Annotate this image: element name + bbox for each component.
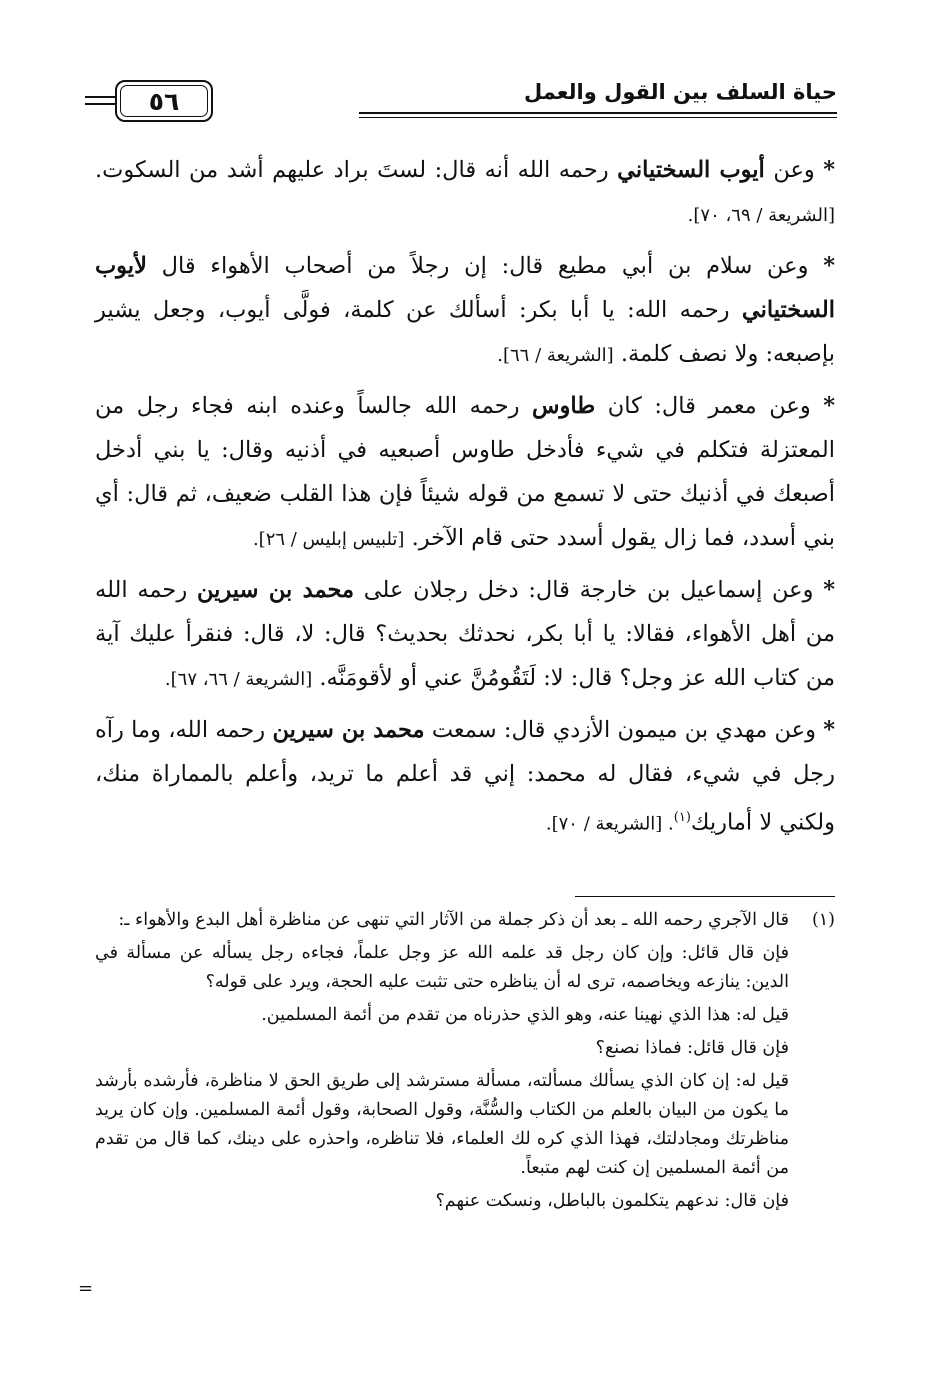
citation: [الشريعة / ٦٦]. [497, 345, 614, 366]
footnote-intro [95, 906, 835, 935]
paragraph [95, 568, 835, 702]
footnote-line: فإن قال: ندعهم يتكلمون بالباطل، ونسكت عنهم؟ [435, 1191, 789, 1211]
continuation-mark: = [78, 1278, 94, 1299]
footnote-line: قيل له: إن كان الذي يسألك مسألته، مسألة مسترشد إلى طريق الحق لا مناظرة، فأرشده بأرشد ما يكون من البيان بالعلم من الكتاب والسُّنَّة، وقول الصحابة، وقول أئمة المسلمين. وإن كان يريد مناظرتك ومجادلتك، فهذا الذي كره لك العلماء، فلا تناظره، واحذره على دينك، كما قال من تقدم من أئمة المسلمين إن كنت لهم متبعاً. [95, 1071, 789, 1178]
emphasized-name: محمد بن سيرين [196, 577, 355, 603]
footnote-separator [575, 896, 835, 897]
footnote-number: (١) [811, 910, 835, 930]
text: وعن إسماعيل بن خارجة قال: دخل رجلان على [363, 577, 814, 603]
bullet-star: * [823, 393, 836, 419]
text: رحمه الله، وما رآه رجل في شيء، فقال له محمد: إني قد أعلم ما تريد، وأعلم بالمماراة منك، ولكني لا أماريك [95, 717, 835, 836]
text: وعن [773, 157, 815, 183]
citation: . [الشريعة / ٧٠]. [545, 813, 674, 835]
text: وعن مهدي بن ميمون الأزدي قال: سمعت [431, 717, 816, 743]
text: رحمه الله جالساً وعنده ابنه فجاء رجل من المعتزلة فتكلم في شيء فأدخل طاوس أصبعيه في أذنيه وقال: يا بني أدخل أصبعك في أذنيك حتى لا تسمع من قوله شيئاً فإن هذا القلب ضعيف، ثم قال: أي بني أسدد، فما زال يقول أسدد حتى قام الآخر. [95, 393, 835, 551]
emphasized-name: أيوب السختياني [617, 157, 765, 183]
bullet-star: * [823, 717, 835, 743]
page-number: ٥٦ [148, 86, 180, 116]
header-rule [359, 112, 837, 114]
emphasized-name: محمد بن سيرين [272, 717, 425, 743]
emphasized-name: طاوس [532, 393, 596, 419]
bullet-star: * [823, 253, 836, 279]
footnotes [95, 906, 835, 1220]
main-text [95, 148, 835, 853]
header-rule-thin [359, 117, 837, 118]
emphasized-name: لأيوب السختياني [95, 253, 835, 323]
text: رحمه الله أنه قال: لستَ براد عليهم أشد من السكوت. [95, 157, 609, 183]
paragraph [95, 148, 835, 238]
bullet-star: * [823, 157, 836, 183]
paragraph [95, 244, 835, 378]
footnote-line: قيل له: هذا الذي نهينا عنه، وهو الذي حذرناه من تقدم من أئمة المسلمين. [261, 1005, 789, 1025]
footnote-text: قال الآجري رحمه الله ـ بعد أن ذكر جملة من الآثار التي تنهى عن مناظرة أهل البدع والأهواء ـ: [118, 910, 789, 930]
citation: [الشريعة / ٦٩، ٧٠]. [687, 205, 835, 226]
bullet-star: * [823, 577, 836, 603]
page-number-frame [115, 80, 213, 122]
text: وعن سلام بن أبي مطيع قال: إن رجلاً من أصحاب الأهواء قال [161, 253, 809, 279]
paragraph [95, 708, 835, 847]
footnote-line: فإن قال قائل: فماذا نصنع؟ [595, 1038, 789, 1058]
text: رحمه الله من أهل الأهواء، فقالا: يا أبا بكر، نحدثك بحديث؟ قال: لا، قال: فنقرأ عليك آية من كتاب الله عز وجل؟ قال: لا: لَتَقُومُنَّ عني أو لأقومَنَّه. [95, 577, 835, 691]
citation: [تلبيس إبليس / ٢٦]. [252, 529, 405, 550]
running-title: حياة السلف بين القول والعمل [523, 80, 837, 104]
footnote-line: فإن قال قائل: وإن كان رجل قد علمه الله عز وجل علماً، فجاءه رجل يسأله عن مسألة في الدين: ينازعه ويخاصمه، ترى له أن يناظره حتى تثبت عليه الحجة، ويرد على قوله؟ [95, 943, 789, 992]
citation: [الشريعة / ٦٦، ٦٧]. [164, 669, 313, 690]
ornament-dash [85, 96, 115, 98]
page-header [95, 72, 837, 132]
text: وعن معمر قال: كان [607, 393, 811, 419]
footnote-ref[interactable]: (١) [673, 810, 691, 825]
paragraph [95, 384, 835, 562]
ornament-dash [85, 103, 115, 105]
text: رحمه الله: يا أبا بكر: أسألك عن كلمة، فولَّى أيوب، وجعل يشير بإصبعه: ولا نصف كلمة. [95, 297, 835, 367]
